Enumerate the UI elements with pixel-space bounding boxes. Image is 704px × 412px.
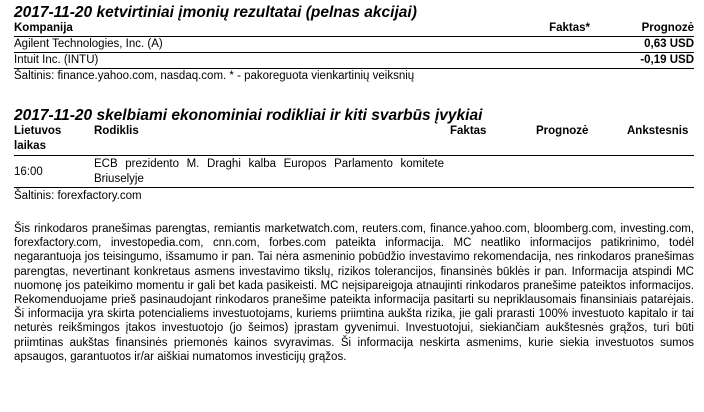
earnings-header-actual: Faktas* xyxy=(549,22,590,34)
events-section-title: 2017-11-20 skelbiami ekonominiai rodikliai ir kiti svarbūs įvykiai xyxy=(14,107,483,124)
events-header-indicator: Rodiklis xyxy=(94,125,139,137)
disclaimer-paragraph: Šis rinkodaros pranešimas parengtas, remiantis marketwatch.com, reuters.com, finance.yahoo.com, bloomberg.com, investing.com, forexfactory.com, investopedia.com, cnn.com, forbes.com pateikta informacija. MC neatliko informacijos patikrinimo, todėl negarantuoja jos teisingumo, išsamumo ir pan. Tai nėra asmeninio pobūdžio investavimo rekomendacija, nes rinkodaros pranešimas parengtas, nevertinant konkretaus asmens investavimo tikslų, rizikos tolerancijos, finansinės būklės ir pan. Informacija atspindi MC nuomonę jos pateikimo momentu ir gali bet kada pasikeisti. MC neįsipareigoja atnaujinti rinkodaros pranešime pateiktos informacijos. Rekomenduojame prieš pasinaudojant rinkodaros pranešime pateikta informacija pasitarti su nepriklausomais finansiniais patarėjais. Ši informacija yra skirta potencialiems investuotojams, kuriems priimtina aukšta rizika, jie gali prarasti 100% investuoto kapitalo ir tai neturės reikšmingos įtakos investuotojo (jo šeimos) įprastam gyvenimui. Investuotojui, siekiančiam aukštesnės grąžos, turi būti priimtinas aukštas finansinės priemonės kainos svyravimas. Ši informacija neskirta asmenims, kurie siekia investuotos sumos apsaugos, garantuotos ir/ar aiškiai numatomos investicijų grąžos. xyxy=(14,223,694,363)
table-row xyxy=(14,53,694,68)
earnings-header-company: Kompanija xyxy=(14,22,73,34)
events-header-forecast: Prognozė xyxy=(536,125,589,137)
company-forecast: 0,63 USD xyxy=(644,38,694,50)
table-row xyxy=(14,37,694,52)
events-header-time: Lietuvos laikas xyxy=(14,125,62,152)
earnings-header-forecast: Prognozė xyxy=(641,22,694,34)
earnings-header-row xyxy=(14,21,694,36)
earnings-source: Šaltinis: finance.yahoo.com, nasdaq.com. * - pakoreguota vienkartinių veiksnių xyxy=(14,70,415,82)
events-header-previous: Ankstesnis xyxy=(627,125,689,137)
company-name: Agilent Technologies, Inc. (A) xyxy=(14,38,163,50)
events-divider xyxy=(14,155,694,156)
company-forecast: -0,19 USD xyxy=(640,54,694,66)
company-name: Intuit Inc. (INTU) xyxy=(14,54,99,66)
earnings-section-title: 2017-11-20 ketvirtiniai įmonių rezultatai (pelnas akcijai) xyxy=(14,4,417,21)
events-source: Šaltinis: forexfactory.com xyxy=(14,190,142,202)
event-time: 16:00 xyxy=(14,166,43,178)
events-header-actual: Faktas xyxy=(450,125,487,137)
table-row xyxy=(14,157,694,187)
event-indicator: ECB prezidento M. Draghi kalba Europos Parlamento komitete Briuselyje xyxy=(94,158,444,185)
events-divider xyxy=(14,187,694,188)
